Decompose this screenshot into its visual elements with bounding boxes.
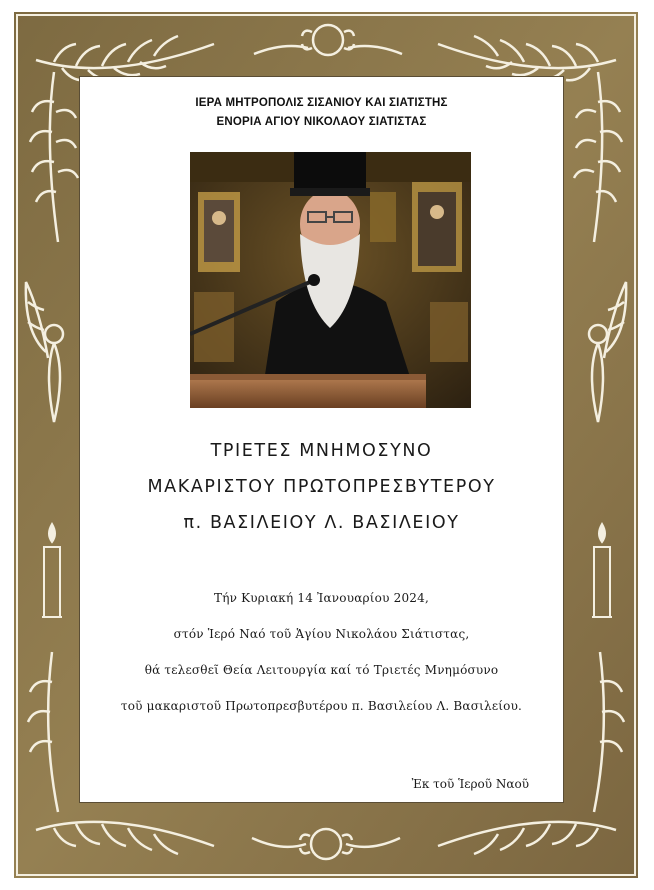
announcement-location: στόν Ἱερό Ναό τοῦ Ἁγίου Νικολάου Σιάτιστας, xyxy=(173,627,470,641)
priest-photo xyxy=(190,152,471,408)
announcement-panel xyxy=(79,76,564,803)
priest-name: π. ΒΑΣΙΛΕΙΟΥ Λ. ΒΑΣΙΛΕΙΟΥ xyxy=(183,513,460,533)
metropolis-heading: ΙΕΡΑ ΜΗΤΡΟΠΟΛΙΣ ΣΙΣΑΝΙΟΥ ΚΑΙ ΣΙΑΤΙΣΤΗΣ xyxy=(195,97,448,109)
announcement-date: Τήν Κυριακή 14 Ἰανουαρίου 2024, xyxy=(214,591,429,605)
announcement-service: θά τελεσθεῖ Θεία Λειτουργία καί τό Τριετές Μνημόσυνο xyxy=(144,663,499,677)
memorial-subtitle: ΜΑΚΑΡΙΣΤΟΥ ΠΡΩΤΟΠΡΕΣΒΥΤΕΡΟΥ xyxy=(147,477,496,497)
memorial-title: ΤΡΙΕΤΕΣ ΜΝΗΜΟΣΥΝΟ xyxy=(210,441,433,461)
parish-heading: ΕΝΟΡΙΑ ΑΓΙΟΥ ΝΙΚΟΛΑΟΥ ΣΙΑΤΙΣΤΑΣ xyxy=(216,116,427,128)
signature: Ἐκ τοῦ Ἱεροῦ Ναοῦ xyxy=(411,777,529,791)
announcement-deceased: τοῦ μακαριστοῦ Πρωτοπρεσβυτέρου π. Βασιλείου Λ. Βασιλείου. xyxy=(120,699,523,713)
